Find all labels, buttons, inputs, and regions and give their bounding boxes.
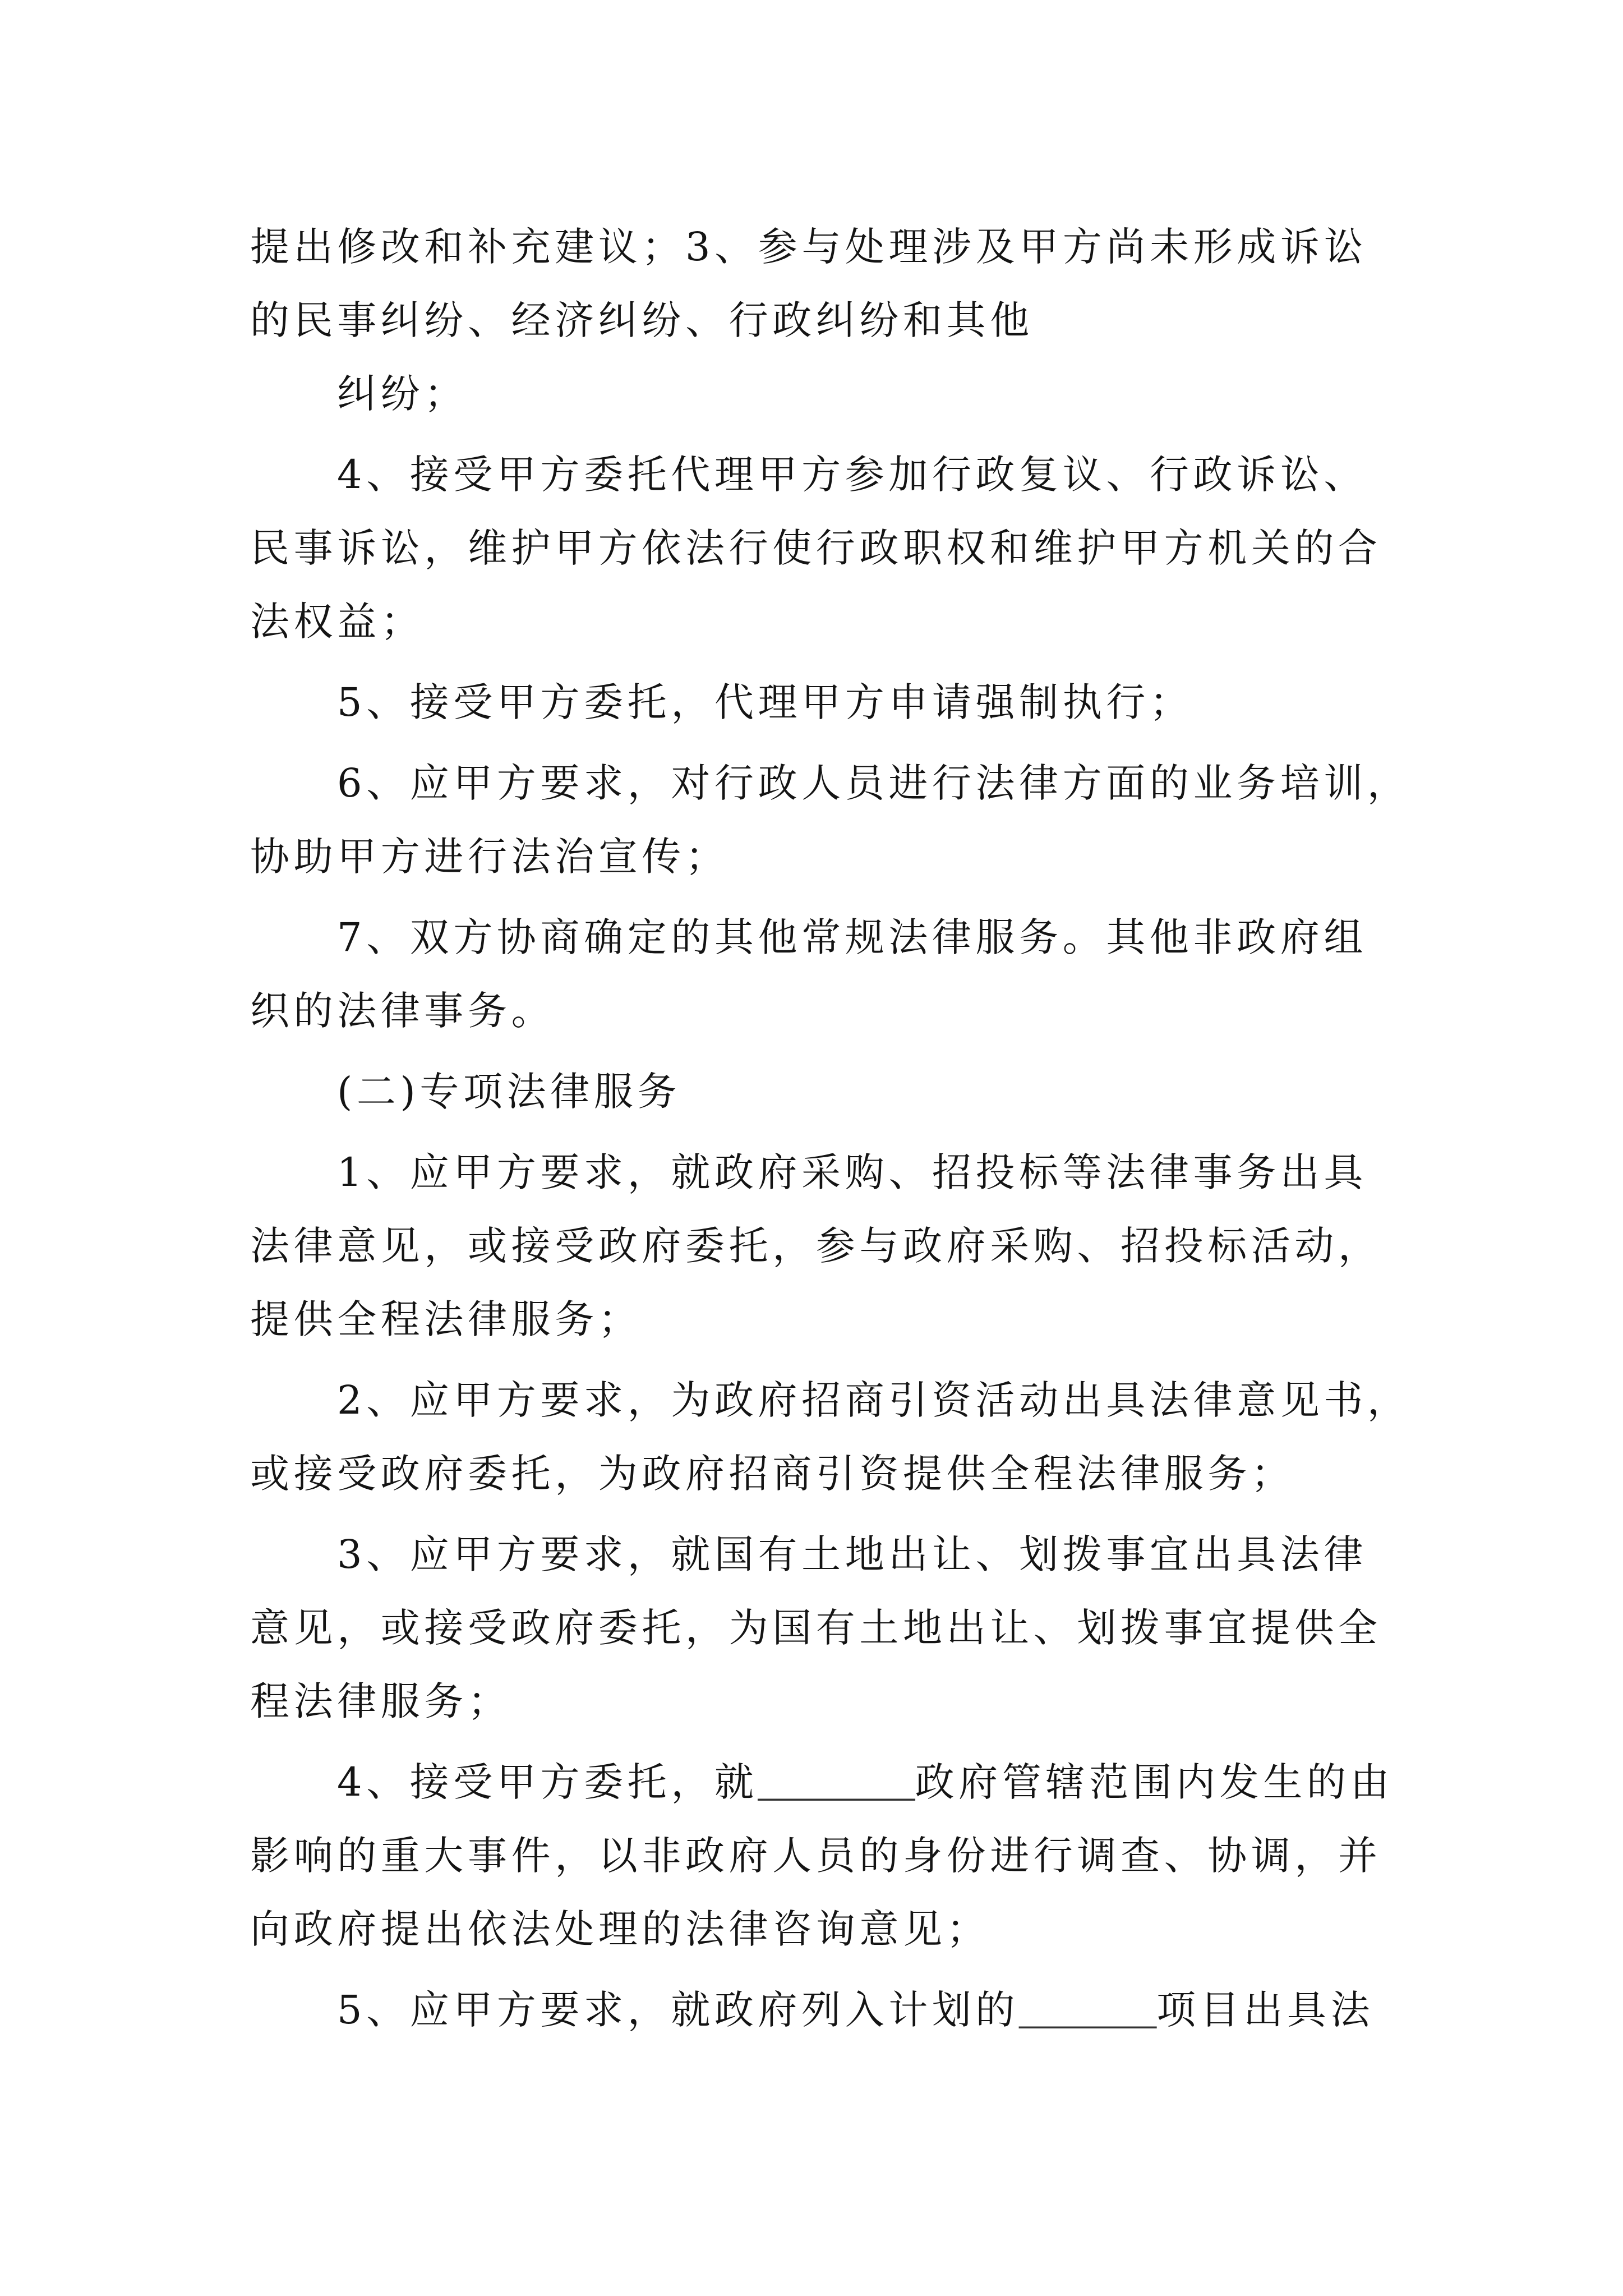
paragraph — [250, 1136, 1456, 1356]
text-line: 6、应甲方要求，对行政人员进行法律方面的业务培训， — [337, 760, 1411, 806]
text-segment: 5、应甲方要求，就政府列入计划的 — [337, 1987, 1020, 2033]
text-line: 法律意见，或接受政府委托，参与政府采购、招投标活动， — [250, 1223, 1382, 1269]
text-line: 2、应甲方要求，为政府招商引资活动出具法律意见书， — [337, 1377, 1411, 1423]
blank-field: _______ — [1019, 1989, 1157, 2032]
paragraph — [250, 210, 1456, 431]
text-line: 1、应甲方要求，就政府采购、招投标等法律事务出具 — [337, 1149, 1367, 1195]
text-line: 5、接受甲方委托，代理甲方申请强制执行； — [337, 679, 1193, 725]
paragraph — [250, 1518, 1456, 1738]
paragraph — [250, 747, 1456, 894]
text-line: 协助甲方进行法治宣传； — [250, 834, 729, 880]
text-line: 提供全程法律服务； — [250, 1296, 642, 1342]
section-heading-text: (二)专项法律服务 — [337, 1069, 681, 1115]
text-line: 法权益； — [250, 599, 425, 645]
text-line: 4、接受甲方委托代理甲方参加行政复议、行政诉讼、 — [337, 452, 1367, 498]
text-line: 影响的重大事件，以非政府人员的身份进行调查、协调，并 — [250, 1833, 1382, 1879]
paragraph — [250, 1364, 1456, 1511]
text-line: 纠纷； — [337, 371, 468, 417]
text-line: 民事诉讼，维护甲方依法行使行政职权和维护甲方机关的合 — [250, 525, 1382, 571]
paragraph — [250, 901, 1456, 1048]
paragraph — [250, 1746, 1456, 1966]
text-line: 向政府提出依法处理的法律咨询意见； — [250, 1906, 990, 1952]
text-line: 程法律服务； — [250, 1678, 511, 1724]
text-line: 或接受政府委托，为政府招商引资提供全程法律服务； — [250, 1451, 1295, 1497]
text-segment: 项目出具法 — [1156, 1987, 1375, 2033]
document-body — [250, 210, 1456, 2047]
text-line: 提出修改和补充建议；3、参与处理涉及甲方尚未形成诉讼 — [250, 224, 1368, 270]
paragraph — [250, 666, 1456, 739]
text-line: 织的法律事务。 — [250, 988, 555, 1034]
blank-field: ________ — [758, 1761, 915, 1805]
text-line — [250, 1746, 1456, 1819]
text-line: 意见，或接受政府委托，为国有土地出让、划拨事宜提供全 — [250, 1605, 1382, 1651]
text-segment: 政府管辖范围内发生的由 — [915, 1759, 1394, 1805]
text-line: 3、应甲方要求，就国有土地出让、划拨事宜出具法律 — [337, 1531, 1367, 1577]
section-heading — [250, 1055, 1456, 1129]
text-line: 7、双方协商确定的其他常规法律服务。其他非政府组 — [337, 914, 1367, 960]
text-segment: 4、接受甲方委托，就 — [337, 1759, 758, 1805]
text-line — [250, 1973, 1456, 2047]
paragraph — [250, 1973, 1456, 2047]
text-line: 的民事纠纷、经济纠纷、行政纠纷和其他 — [250, 297, 1034, 343]
paragraph — [250, 438, 1456, 659]
